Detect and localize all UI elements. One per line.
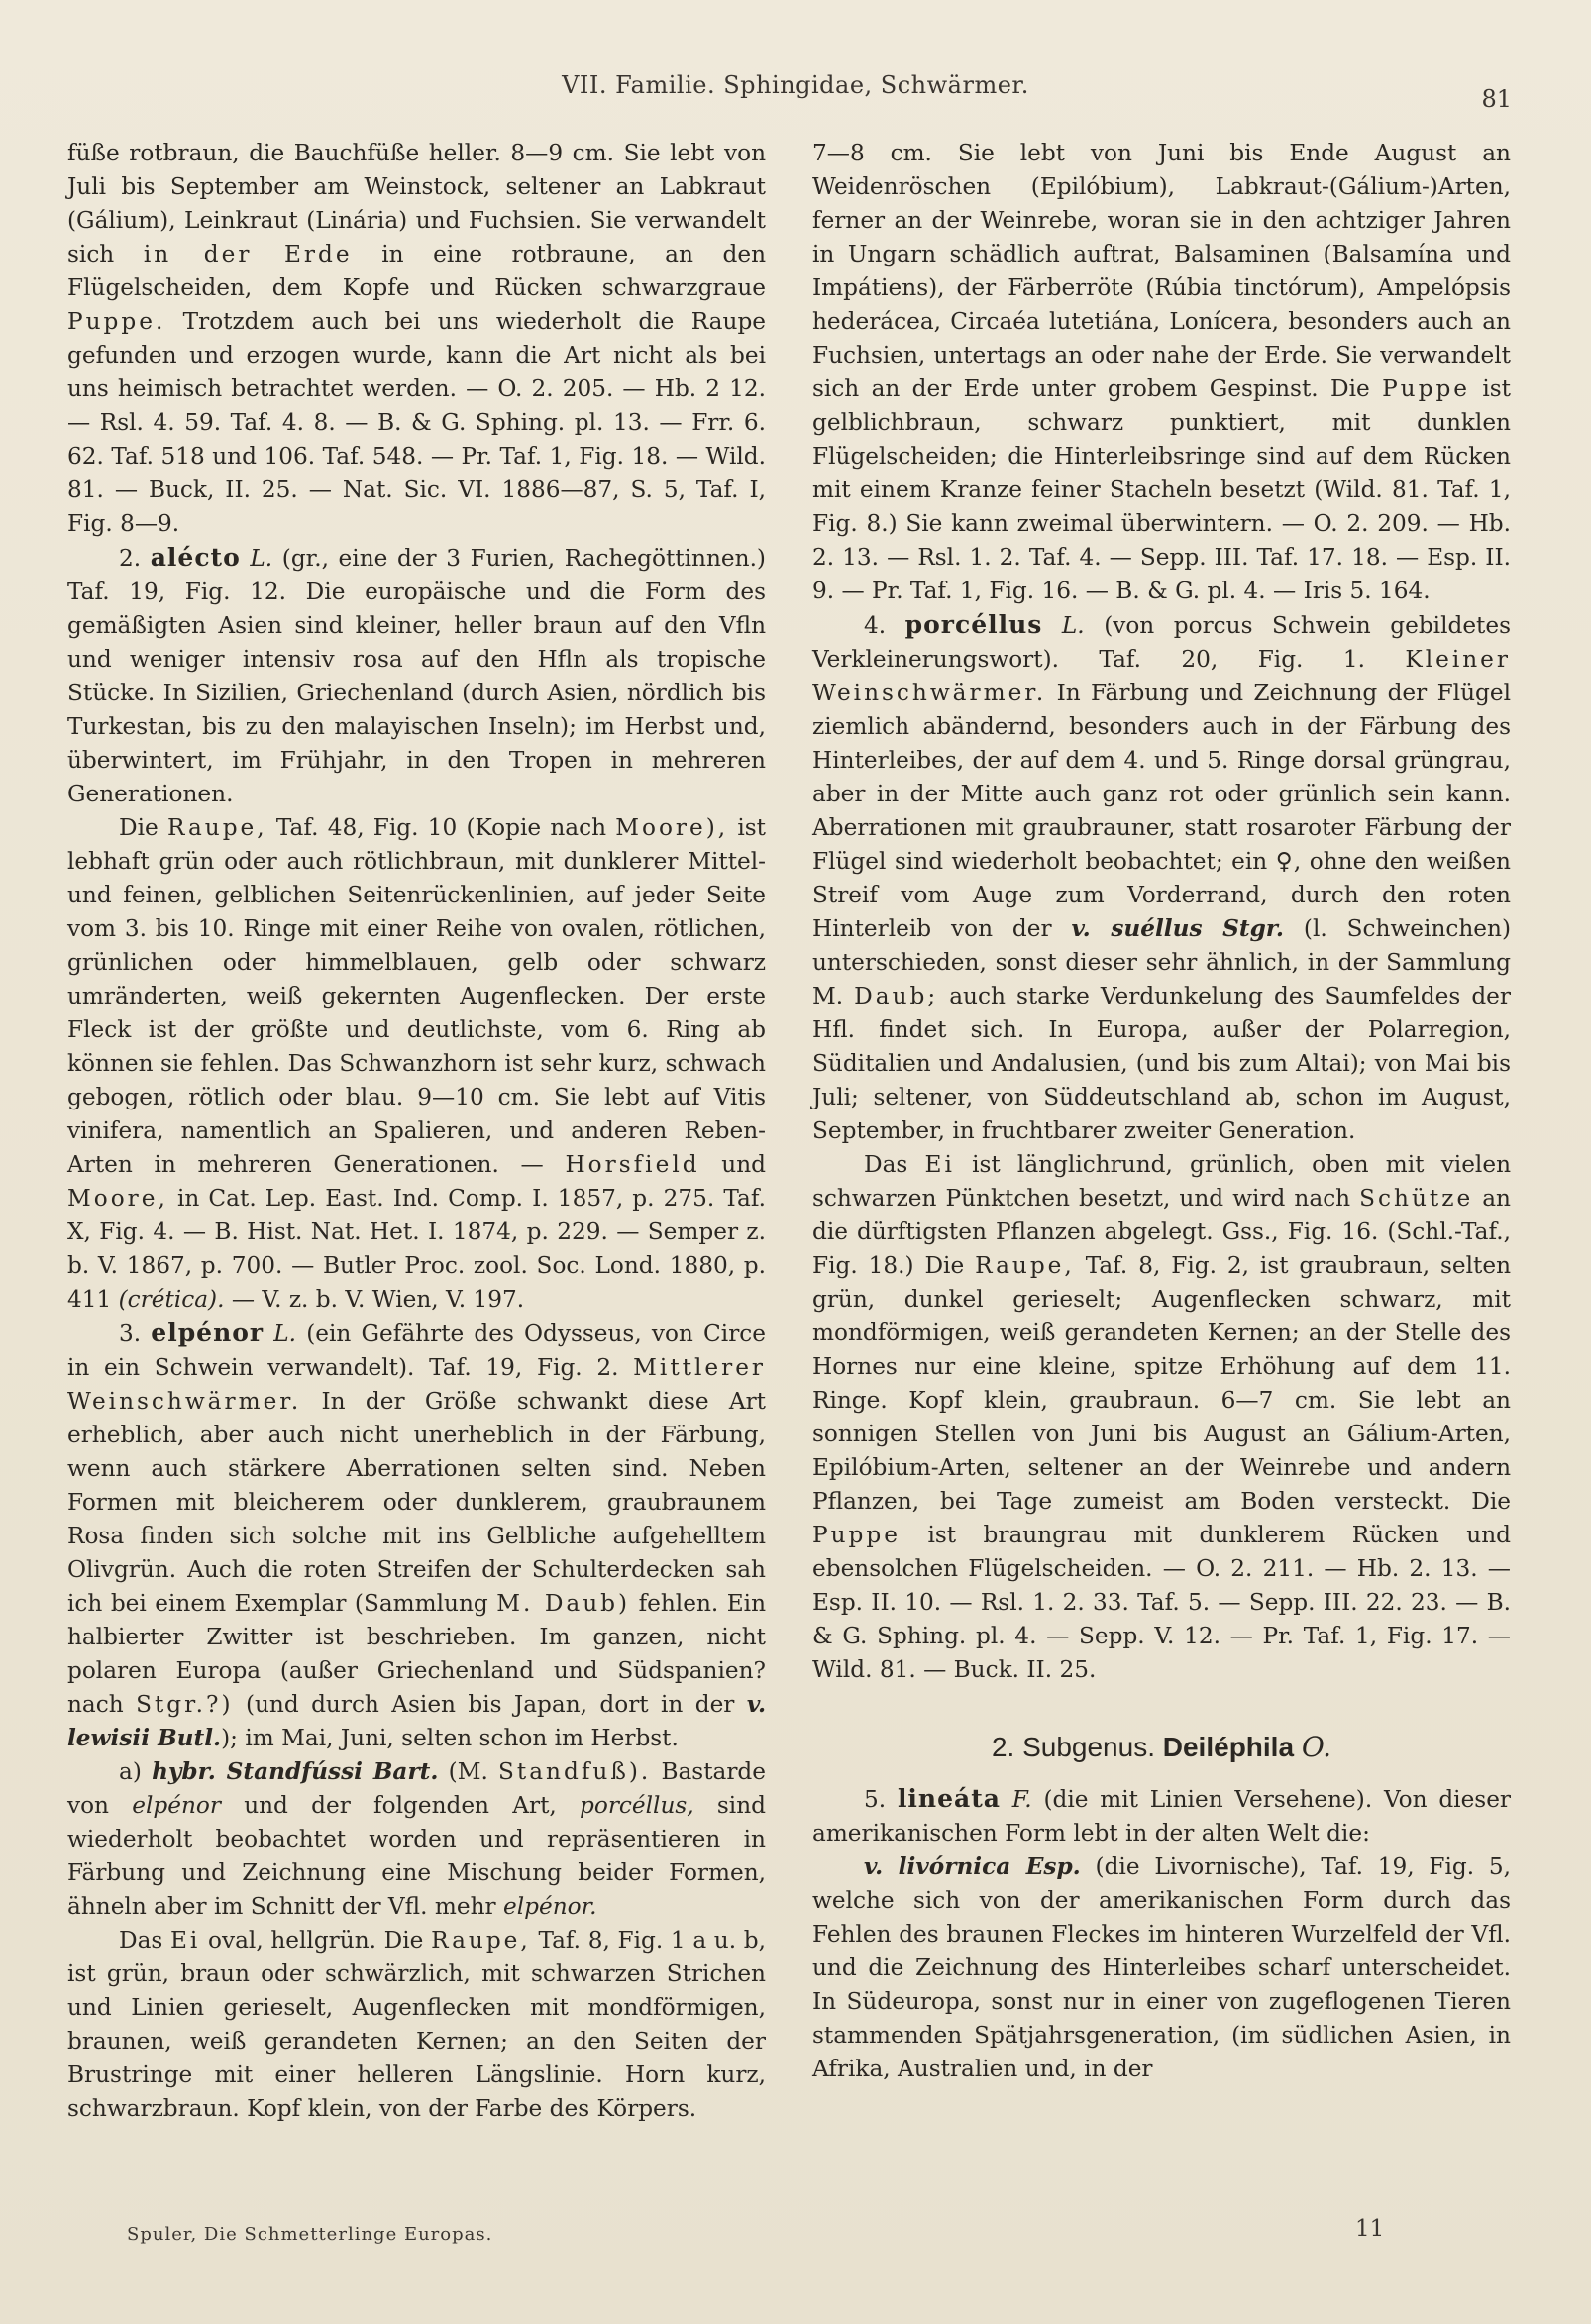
species-name: porcéllus: [904, 610, 1043, 639]
text-run: ist lebhaft grün oder auch rötlichbraun, mit dunklerer Mittel- und feinen, gelblichen Seitenrückenlinien, auf jeder Seite vom 3. bis 10. Ringe mit einer Reihe von ovalen, rötlichen, grünlichen oder himmelblauen, gelb oder schwarz umränderten, weiß gekernten Augenflecken. Der erste Fleck ist der größte und deutlichste, vom 6. Ring ab können sie fehlen. Das Schwanzhorn ist sehr kurz, schwach gebogen, rötlich oder blau. 9—10 cm. Sie lebt auf Vitis vinifera, namentlich an Spalieren, und anderen Reben-Arten in mehreren Generationen. —: [67, 814, 766, 1178]
text-run: ist gelblichbraun, schwarz punktiert, mit dunklen Flügelscheiden; die Hinterleibsringe sind auf dem Rücken mit einem Kranze feiner Stacheln besetzt (Wild. 81. Taf. 1, Fig. 8.) Sie kann zweimal überwintern. — O. 2. 209. — Hb. 2. 13. — Rsl. 1. 2. Taf. 4. — Sepp. III. Taf. 17. 18. — Esp. II. 9. — Pr. Taf. 1, Fig. 16. — B. & G. pl. 4. — Iris 5. 164.: [812, 375, 1511, 604]
variety-name: v. livórnica Esp.: [864, 1853, 1081, 1880]
text-run: und der folgenden Art,: [244, 1792, 557, 1819]
running-header: VII. Familie. Sphingidae, Schwärmer.: [562, 71, 1029, 99]
species-entry-alecto: [67, 541, 766, 811]
spaced-text: Puppe: [1382, 375, 1471, 402]
spaced-text: Puppe: [812, 1522, 901, 1548]
spaced-text: Raupe,: [166, 814, 267, 841]
text-run: ); im Mai, Juni, selten schon im Herbst.: [221, 1725, 679, 1751]
text-run: Taf. 8, Fig. 2, ist graubraun, selten grün, dunkel gerieselt; Augenflecken schwarz, mit mondförmigen, weiß gerandeten Kernen; an der Stelle des Hornes nur eine kleine, spitze Erhöhung auf dem 11. Ringe. Kopf klein, graubraun. 6—7 cm. Sie lebt an sonnigen Stellen von Juni bis August an Gálium-Arten, Epilóbium-Arten, seltener an der Weinrebe und andern Pflanzen, bei Tage zumeist am Boden versteckt. Die: [812, 1252, 1511, 1515]
species-number: 5.: [864, 1786, 887, 1813]
species-number: 2.: [119, 545, 142, 572]
text-run: ist länglichrund, grünlich, oben mit vielen schwarzen Pünktchen besetzt, und wird nach: [812, 1151, 1512, 1212]
italic-text: elpénor.: [503, 1893, 597, 1920]
species-author: L.: [273, 1320, 297, 1347]
text-run: (gr., eine der 3 Furien, Rachegöttinnen.) Taf. 19, Fig. 12. Die europäische und die Form des gemäßigten Asien sind kleiner, heller braun auf den Vfln und weniger intensiv rosa auf den Hfln als tropische Stücke. In Sizilien, Griechenland (durch Asien, nördlich bis Turkestan, bis zu den malayischen Inseln); im Herbst und, überwintert, im Frühjahr, in den Tropen in mehreren Generationen.: [67, 545, 766, 807]
spaced-text: in der Erde: [143, 241, 353, 267]
spaced-text: M. Daub): [496, 1590, 631, 1617]
species-number: 4.: [864, 612, 887, 639]
species-author: L.: [1061, 612, 1085, 639]
list-label: a): [119, 1758, 142, 1785]
text-run: Die: [119, 814, 159, 841]
spaced-text: Raupe,: [975, 1252, 1075, 1279]
species-entry-lineata: [812, 1782, 1511, 1850]
text-run: an die dürftigsten Pflanzen abgelegt. Gss., Fig. 16. (Schl.-Taf., Fig. 18.) Die: [812, 1185, 1511, 1279]
text-run: in eine rotbraune, an den Flügelscheiden, dem Kopfe und Rücken schwarzgraue: [67, 241, 766, 301]
spaced-text: Moore,: [67, 1185, 168, 1212]
paragraph-elpenor-egg: [67, 1924, 766, 2126]
spaced-text: Ei: [170, 1927, 201, 1954]
text-run: (die mit Linien Versehene). Von dieser amerikanischen Form lebt in der alten Welt die:: [812, 1786, 1512, 1847]
text-run: oval, hellgrün. Die: [208, 1927, 424, 1954]
species-name: elpénor: [151, 1319, 265, 1347]
spaced-text: Horsfield: [565, 1151, 700, 1178]
paragraph-alecto-larva: [67, 811, 766, 1317]
spaced-text: Schütze: [1359, 1185, 1474, 1212]
spaced-text: Stgr.?): [136, 1691, 234, 1718]
text-run: — V. z. b. V. Wien, V. 197.: [231, 1286, 525, 1313]
species-entry-porcellus: [812, 608, 1511, 1148]
text-run: füße rotbraun, die Bauchfüße heller. 8—9 cm. Sie lebt von Juli bis September am Weinstock, seltener an Labkraut (Gálium), Leinkraut (Linária) und Fuchsien. Sie verwandelt sich: [67, 140, 766, 267]
text-run: (l. Schweinchen) unterschieden, sonst dieser sehr ähnlich, in der Sammlung M.: [812, 915, 1512, 1009]
paragraph-ampelophaga-continued: [67, 137, 766, 541]
spaced-text: Ei: [924, 1151, 955, 1178]
text-run: (M.: [448, 1758, 488, 1785]
species-name: alécto: [150, 543, 241, 572]
text-run: in Cat. Lep. East. Ind. Comp. I. 1857, p. 275. Taf. X, Fig. 4. — B. Hist. Nat. Het. I. 1874, p. 229. — Semper z. b. V. 1867, p. 700. — Butler Proc. zool. Soc. Lond. 1880, p. 411: [67, 1185, 767, 1313]
text-run: (und durch Asien bis Japan, dort in der: [245, 1691, 735, 1718]
spaced-text: Daub;: [854, 983, 939, 1009]
page-number: 81: [1481, 85, 1512, 113]
subgenus-heading: [812, 1731, 1511, 1764]
text-run: Taf. 8, Fig. 1 a u. b, ist grün, braun oder schwärzlich, mit schwarzen Strichen und Linien gerieselt, Augenflecken mit mondförmigen, braunen, weiß gerandeten Kernen; an den Seiten der Brustringe mit einer helleren Längslinie. Horn kurz, schwarzbraun. Kopf klein, von der Farbe des Körpers.: [67, 1927, 766, 2122]
variety-entry-livornica: [812, 1850, 1511, 2086]
text-run: 7—8 cm. Sie lebt von Juni bis Ende August an Weidenröschen (Epilóbium), Labkraut-(Gálium-)Arten, ferner an der Weinrebe, woran sie in den achtziger Jahren in Ungarn schädlich auftrat, Balsaminen (Balsamína und Impátiens), der Färberröte (Rúbia tinctórum), Ampelópsis hederácea, Circaéa lutetiána, Lonícera, besonders auch an Fuchsien, untertags an oder nahe der Erde. Sie verwandelt sich an der Erde unter grobem Gespinst. Die: [812, 140, 1511, 402]
text-run: fehlen. Ein halbierter Zwitter ist beschrieben. Im ganzen, nicht polaren Europa (außer Griechenland und Südspanien? nach: [67, 1590, 766, 1718]
spaced-text: Moore),: [615, 814, 729, 841]
italic-text: elpénor: [132, 1792, 221, 1819]
text-run: In Färbung und Zeichnung der Flügel ziemlich abändernd, besonders auch in der Färbung des Hinterleibes, der auf dem 4. und 5. Ringe dorsal grüngrau, aber in der Mitte auch ganz rot oder grünlich sein kann. Aberrationen mit graubrauner, statt rosaroter Färbung der Flügel sind wiederholt beobachtet; ein ♀, ohne den weißen Streif vom Auge zum Vorderrand, durch den roten Hinterleib von der: [812, 680, 1511, 942]
species-entry-elpenor: [67, 1317, 766, 1755]
variety-name: v. lewisii Butl.: [67, 1691, 767, 1751]
paragraph-porcellus-egg: [812, 1148, 1511, 1687]
text-run: (von porcus Schwein gebildetes Verkleinerungswort). Taf. 20, Fig. 1.: [812, 612, 1511, 673]
footer-book-title: Spuler, Die Schmetterlinge Europas.: [127, 2224, 493, 2245]
text-run: In der Größe schwankt diese Art erheblich, aber auch nicht unerheblich in der Färbung, wenn auch stärkere Aberrationen selten sind. Neben Formen mit bleicherem oder dunklerem, graubraunem Rosa finden sich solche mit ins Gelbliche aufgehelltem Olivgrün. Auch die roten Streifen der Schulterdecken sah ich bei einem Exemplar (Sammlung: [67, 1388, 767, 1617]
species-name: lineáta: [897, 1784, 1001, 1813]
italic-text: (crética).: [118, 1286, 225, 1313]
text-run: Bastarde von: [67, 1758, 766, 1819]
text-run: (die Livornische), Taf. 19, Fig. 5, welche sich von der amerikanischen Form durch das Fehlen des braunen Fleckes im hinteren Wurzelfeld der Vfl. und die Zeichnung des Hinterleibes scharf unterscheidet. In Südeuropa, sonst nur in einer von zugeflogenen Tieren stammenden Spätjahrsgeneration, (im südlichen Asien, in Afrika, Australien und, in der: [812, 1853, 1511, 2082]
subgenus-label: 2. Subgenus.: [991, 1732, 1155, 1762]
text-run: ist braungrau mit dunklerem Rücken und ebensolchen Flügelscheiden. — O. 2. 211. — Hb. 2. 13. — Esp. II. 10. — Rsl. 1. 2. 33. Taf. 5. — Sepp. III. 22. 23. — B. & G. Sphing. pl. 4. — Sepp. V. 12. — Pr. Taf. 1, Fig. 17. — Wild. 81. — Buck. II. 25.: [812, 1522, 1511, 1683]
species-author: F.: [1011, 1786, 1032, 1813]
right-column: [812, 137, 1511, 2086]
variety-name: v. suéllus Stgr.: [1071, 915, 1284, 942]
hybrid-name: hybr. Standfússi Bart.: [152, 1758, 439, 1785]
text-run: (ein Gefährte des Odysseus, von Circe in ein Schwein verwandelt). Taf. 19, Fig. 2.: [67, 1320, 766, 1381]
italic-text: porcéllus,: [580, 1792, 694, 1819]
text-run: Taf. 48, Fig. 10 (Kopie nach: [275, 814, 607, 841]
text-run: Das: [119, 1927, 163, 1954]
species-number: 3.: [119, 1320, 142, 1347]
common-name: Mittlerer Weinschwärmer.: [67, 1354, 766, 1415]
left-column: [67, 137, 766, 2126]
subgenus-author: O.: [1301, 1731, 1332, 1763]
paragraph-hybrid: [67, 1755, 766, 1924]
spaced-text: Puppe.: [67, 308, 166, 335]
paragraph-elpenor-continued: [812, 137, 1511, 608]
species-author: L.: [250, 545, 273, 572]
common-name: Kleiner Weinschwärmer.: [812, 646, 1511, 706]
text-run: auch starke Verdunkelung des Saumfeldes der Hfl. findet sich. In Europa, außer der Polarregion, Süditalien und Andalusien, (und bis zum Altai); von Mai bis Juli; seltener, von Süddeutschland ab, schon im August, September, in fruchtbarer zweiter Generation.: [812, 983, 1511, 1144]
text-run: und: [721, 1151, 766, 1178]
subgenus-name: Deiléphila: [1162, 1732, 1295, 1762]
spaced-text: Standfuß).: [498, 1758, 652, 1785]
text-run: Das: [864, 1151, 908, 1178]
text-run: Trotzdem auch bei uns wiederholt die Raupe gefunden und erzogen wurde, kann die Art nicht als bei uns heimisch betrachtet werden. — O. 2. 205. — Hb. 2 12. — Rsl. 4. 59. Taf. 4. 8. — B. & G. Sphing. pl. 13. — Frr. 6. 62. Taf. 518 und 106. Taf. 548. — Pr. Taf. 1, Fig. 18. — Wild. 81. — Buck, II. 25. — Nat. Sic. VI. 1886—87, S. 5, Taf. I, Fig. 8—9.: [67, 308, 767, 537]
spaced-text: Raupe,: [431, 1927, 531, 1954]
text-run: sind wiederholt beobachtet worden und repräsentieren in Färbung und Zeichnung eine Mischung beider Formen, ähneln aber im Schnitt der Vfl. mehr: [67, 1792, 766, 1920]
printer-signature: 11: [1355, 2216, 1385, 2242]
